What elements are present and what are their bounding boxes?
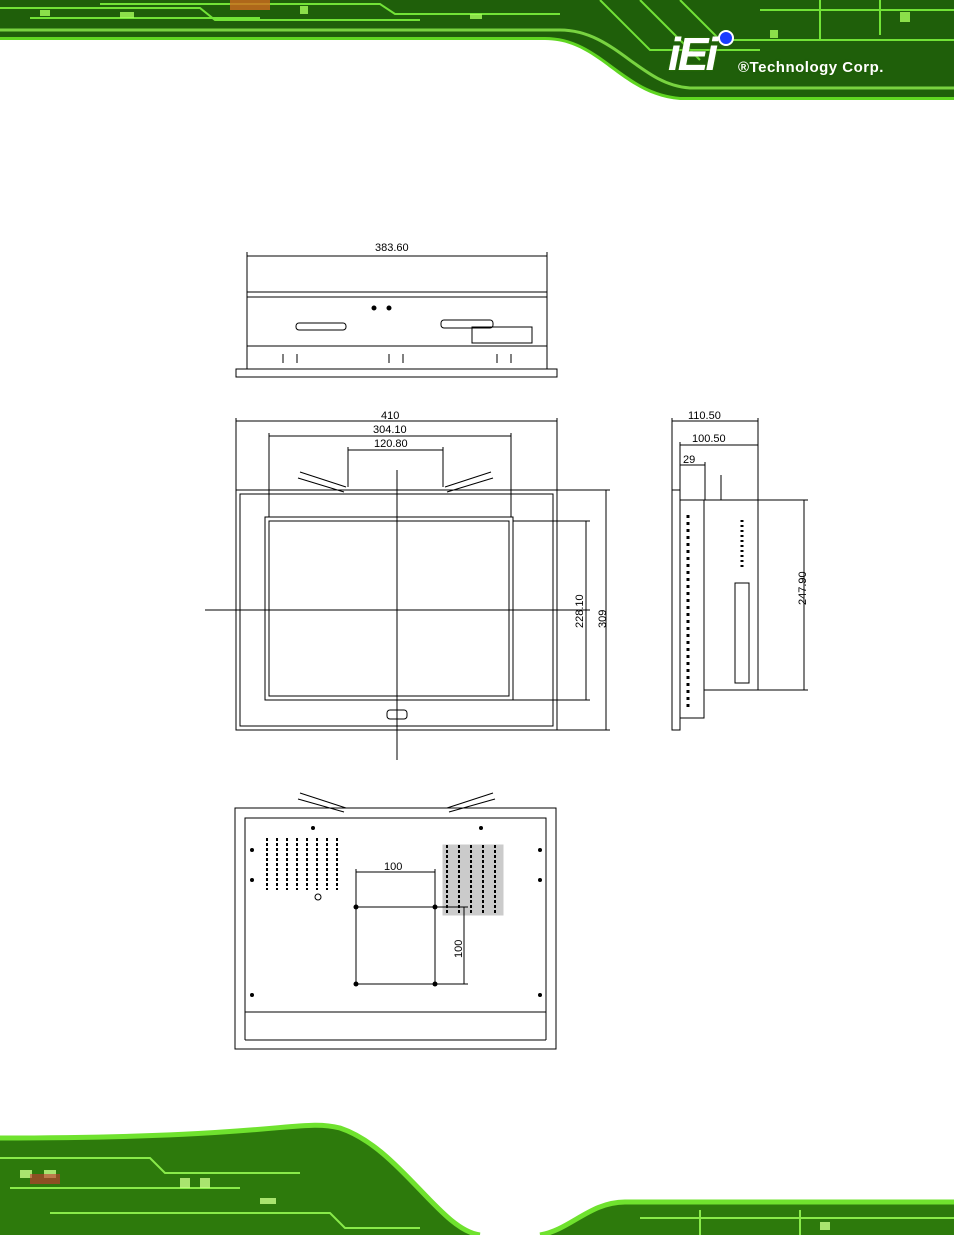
rear-view bbox=[235, 793, 556, 1049]
dim-side-depth-body: 100.50 bbox=[692, 433, 726, 445]
dim-side-depth-total: 110.50 bbox=[688, 410, 721, 422]
top-view bbox=[236, 252, 557, 377]
dim-side-depth-bezel: 29 bbox=[683, 454, 696, 466]
dim-screen-height: 228.10 bbox=[574, 594, 586, 628]
front-view bbox=[205, 418, 610, 760]
dim-opening-width: 304.10 bbox=[373, 424, 407, 436]
company-tagline: ®Technology Corp. bbox=[738, 59, 884, 76]
dim-center-width: 120.80 bbox=[374, 438, 408, 450]
dim-overall-height: 309 bbox=[597, 609, 609, 628]
dim-vesa-vertical: 100 bbox=[453, 939, 465, 958]
logo-text: iEi bbox=[668, 28, 716, 80]
dim-top-view-width: 383.60 bbox=[375, 242, 409, 254]
dim-overall-width: 410 bbox=[381, 410, 400, 422]
dim-side-height: 247.90 bbox=[797, 571, 809, 605]
dim-vesa-horizontal: 100 bbox=[384, 861, 403, 873]
